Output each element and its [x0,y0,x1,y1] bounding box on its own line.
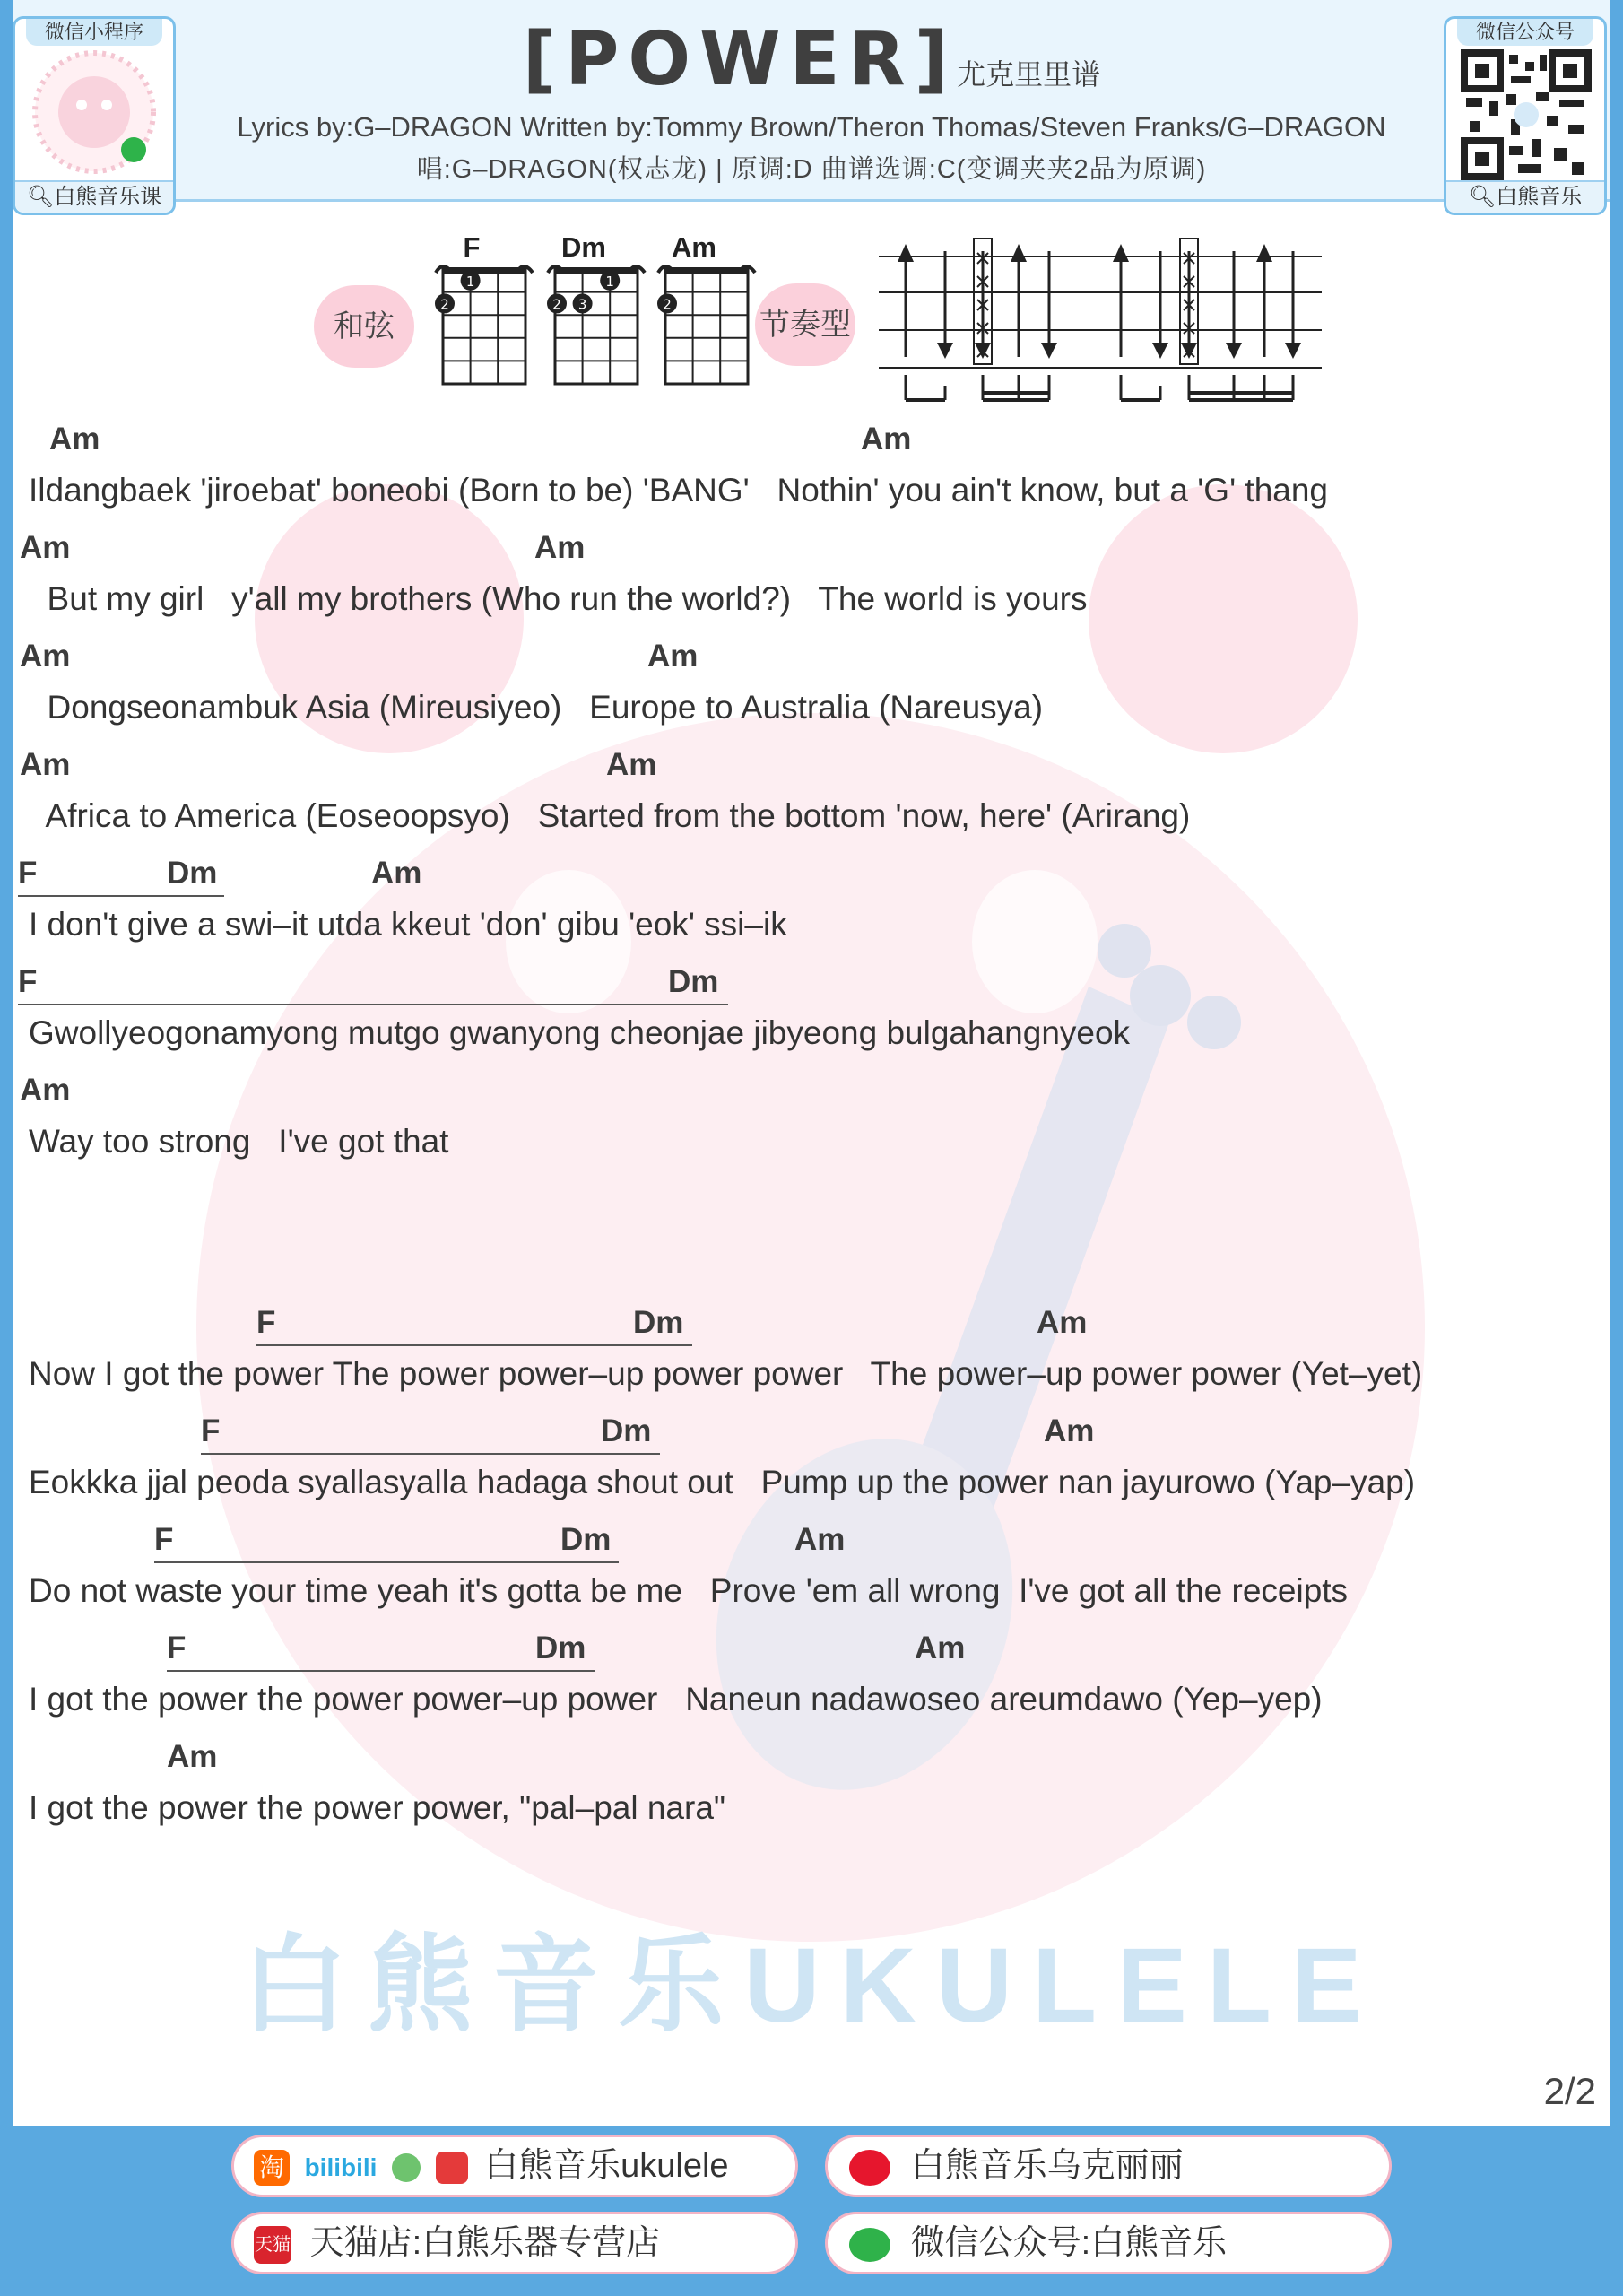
strum-arrows [879,239,1322,368]
lyric-line: Dongseonambuk Asia (Mireusiyeo) Europe to Australia (Nareusya) [29,689,1044,726]
chord-symbol: Am [20,530,71,565]
mini-program-foot: 🔍︎白熊音乐课 [15,180,173,213]
lyric-line: Ildangbaek 'jiroebat' boneobi (Born to be) 'BANG' Nothin' you ain't know, but a 'G' thang [29,472,1328,509]
chord-symbol: F [18,964,38,999]
chord-diagrams [416,260,757,395]
tmall-pill[interactable] [231,2212,798,2274]
lyric-line: Africa to America (Eoseoopsyo) Started from the bottom 'now, here' (Arirang) [29,797,1191,834]
chord-symbol: Am [647,639,699,674]
chord-name-am: Am [672,231,716,263]
svg-text:1: 1 [465,273,475,290]
chord-symbol: Am [371,856,422,891]
taobao-icon: 淘 [254,2150,290,2186]
chord-symbol: Dm [601,1413,652,1448]
song-title-subtitle: 尤克里里谱 [957,57,1101,91]
chord-duration-line [18,1004,728,1005]
chord-badge: 和弦 [314,285,414,368]
social-links-label: 白熊音乐ukulele [484,2147,729,2185]
svg-text:2: 2 [552,296,561,313]
mini-program-name: 白熊音乐课 [54,185,162,209]
chord-symbol: Am [606,747,657,782]
bilibili-icon: bilibili [304,2152,378,2181]
chord-symbol: Am [20,747,71,782]
page-number: 2/2 [1543,2070,1596,2112]
rhythm-pattern [864,231,1331,411]
svg-text:2: 2 [663,296,672,313]
song-title [13,17,1610,102]
wechat-pill[interactable] [825,2212,1392,2274]
tmall-icon: 天猫 [254,2226,291,2264]
chord-symbol: Am [20,1073,71,1108]
weibo-pill[interactable] [825,2135,1392,2197]
lyric-line: Gwollyeogonamyong mutgo gwanyong cheonjae jibyeong bulgahangnyeok [29,1014,1131,1051]
chord-symbol: Dm [535,1631,586,1665]
chord-symbol: Dm [560,1522,612,1557]
watermark: 白熊音乐UKULELE [241,1926,1382,2045]
chord-duration-line [167,1670,595,1672]
sheet-page [13,0,1610,2126]
chord-symbol: Am [1044,1413,1095,1448]
chord-duration-line [18,895,224,897]
chord-diagram [435,266,533,384]
chord-symbol: F [18,856,38,891]
chord-symbol: Am [20,639,71,674]
song-title-text: [POWER] [522,17,958,102]
chord-symbol: F [167,1631,187,1665]
svg-text:1: 1 [605,273,614,290]
play-icon [392,2153,421,2182]
key-info-line: 唱:G–DRAGON(权志龙) | 原调:D 曲谱选调:C(变调夹夹2品为原调) [416,155,1207,184]
weibo-label: 白熊音乐乌克丽丽 [910,2147,1184,2185]
header [13,0,1610,209]
svg-text:3: 3 [577,296,587,313]
lyric-line: But my girl y'all my brothers (Who run the world?) The world is yours [29,580,1088,617]
chord-symbol: F [201,1413,221,1448]
lyric-line: I got the power the power power–up power Naneun nadawoseo areumdawo (Yep–yep) [29,1681,1323,1718]
svg-text:2: 2 [440,296,449,313]
rhythm-beams [906,375,1293,400]
chord-symbol: Dm [668,964,719,999]
chord-duration-line [256,1344,692,1346]
chord-symbol: Dm [167,856,218,891]
wechat-icon [849,2228,890,2262]
chord-diagram [657,266,755,384]
chord-name-f: F [463,231,481,263]
lyric-line: Now I got the power The power power–up power power The power–up power power (Yet–yet) [29,1355,1423,1392]
chord-symbol: Am [794,1522,846,1557]
chord-symbol: F [256,1305,276,1340]
lyric-line: I don't give a swi–it utda kkeut 'don' gibu 'eok' ssi–ik [29,906,787,943]
chord-symbol: Dm [633,1305,684,1340]
chord-symbol: Am [49,422,100,457]
weibo-icon [849,2150,890,2186]
official-account-foot: 🔍︎白熊音乐 [1446,180,1604,213]
chord-diagram [547,266,645,384]
chord-symbol: Am [1037,1305,1088,1340]
social-links-pill[interactable] [231,2135,798,2197]
chord-symbol: F [154,1522,174,1557]
chord-symbol: Am [534,530,586,565]
chord-duration-line [154,1561,619,1563]
mini-program-tag: 微信小程序 [26,19,162,46]
lyric-line: Do not waste your time yeah it's gotta be me Prove 'em all wrong I've got all the receipts [29,1572,1349,1609]
wechat-label: 微信公众号:白熊音乐 [910,2224,1228,2262]
rhythm-badge: 节奏型 [755,283,855,366]
lyric-line: I got the power the power power, "pal–pal nara" [29,1789,726,1826]
lyric-line: Way too strong I've got that [29,1123,449,1160]
chord-symbol: Am [861,422,912,457]
chord-symbol: Am [915,1631,966,1665]
official-account-name: 白熊音乐 [1496,185,1583,209]
tmall-label: 天猫店:白熊乐器专营店 [309,2224,661,2262]
chord-name-dm: Dm [561,231,606,263]
xiaohongshu-icon [436,2152,468,2184]
credits-line: Lyrics by:G–DRAGON Written by:Tommy Brown/Theron Thomas/Steven Franks/G–DRAGON [237,111,1386,143]
lyric-line: Eokkka jjal peoda syallasyalla hadaga shout out Pump up the power nan jayurowo (Yap–yap) [29,1464,1416,1500]
official-account-tag: 微信公众号 [1457,19,1593,46]
chord-duration-line [201,1453,660,1455]
chord-symbol: Am [167,1739,218,1774]
